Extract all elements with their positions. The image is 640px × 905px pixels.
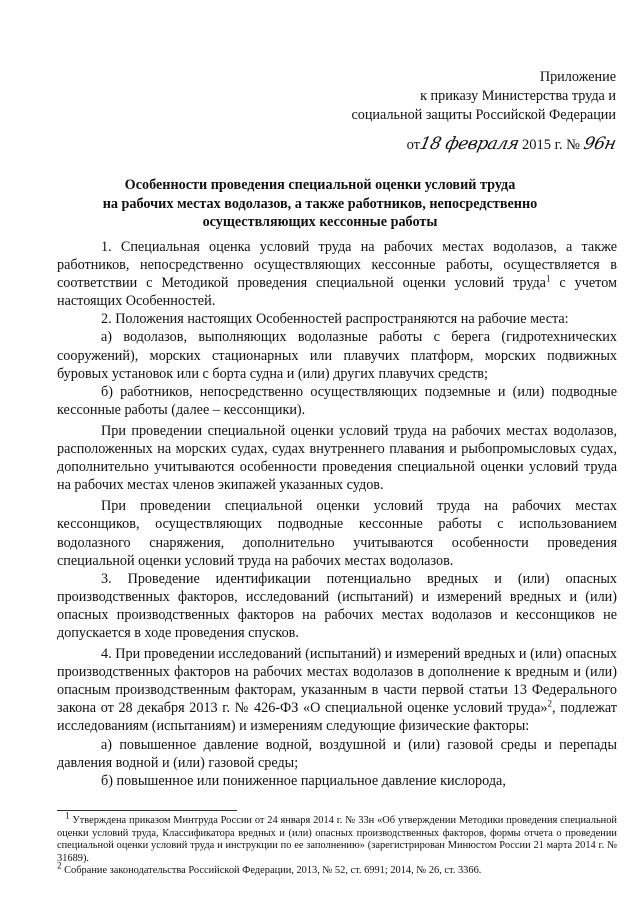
appendix-order-ref: к приказу Министерства труда и (420, 88, 616, 104)
title-line-2: на рабочих местах водолазов, а также работников, непосредственно (102, 195, 538, 212)
paragraph-3: 3. Проведение идентификации потенциально вредных и (или) опасных производственных факторов, исследований (испытаний) и измерений вредных и (или) опасных производственных факторов на рабочих местах водолазов и кессонщиков не допускается в ходе проведения спусков. (57, 570, 617, 641)
paragraph-2: 2. Положения настоящих Особенностей распространяются на рабочие места: (101, 311, 569, 328)
document-title (70, 176, 570, 232)
footnote-1-text: Утверждена приказом Минтруда России от 24 января 2014 г. № 33н «Об утверждении Методики проведения специальной оценки условий труда, Классификатора вредных и (или) опасных производственных факторов, формы отчета о проведении специальной оценки условий труда и инструкции по ее заполнению» (зарегистрирован Минюстом России 21 марта 2014 г. № 31689). (57, 815, 617, 864)
paragraph-2c: При проведении специальной оценки условий труда на рабочих местах водолазов, расположенных на морских судах, судах внутреннего плавания и рыбопромысловых судах, дополнительно учитываются особенности проведения специальной оценки условий труда на рабочих местах членов экипажей указанных судов. (57, 422, 617, 494)
document-body (57, 238, 617, 790)
footnote-2 (57, 860, 617, 878)
footnote-1-marker: 1 (65, 810, 70, 821)
date-prefix: от (406, 137, 420, 153)
paragraph-1 (57, 238, 617, 310)
paragraph-1-text: 1. Специальная оценка условий труда на рабочих местах водолазов, а также работников, непосредственно осуществляющих кессонные работы, осуществляется в соответствии с Методикой проведения специальной оценки условий труда (57, 239, 617, 292)
order-date-line (330, 134, 618, 154)
paragraph-4a: а) повышенное давление водной, воздушной и (или) газовой среды и перепады давления водной и (или) газовой среды; (57, 736, 617, 771)
paragraph-4b: б) повышенное или пониженное парциальное давление кислорода, (101, 772, 506, 789)
footnote-1 (57, 810, 617, 865)
footnotes (57, 810, 617, 878)
footnote-ref-2: 2 (547, 698, 552, 709)
footnote-ref-1: 1 (545, 273, 551, 284)
appendix-header (330, 68, 616, 125)
paragraph-2b: б) работников, непосредственно осуществляющих подземные и (или) подводные кессонные работы (далее – кессонщики). (57, 383, 617, 418)
handwritten-order-number: 96н (581, 134, 618, 154)
footnote-2-text: Собрание законодательства Российской Федерации, 2013, № 52, ст. 6991; 2014, № 26, ст. 3366. (61, 865, 482, 877)
paragraph-2a: а) водолазов, выполняющих водолазные работы с берега (гидротехнических сооружений), морских стационарных или плавучих платформ, морских подвижных буровых установок или с борта судна и (или) других плавучих средств; (57, 329, 617, 382)
paragraph-1-tail: с учетом настоящих Особенностей. (57, 275, 617, 310)
handwritten-date: 18 февраля (417, 134, 521, 154)
appendix-label: Приложение (539, 69, 616, 85)
footnote-divider (57, 810, 237, 811)
title-line-1: Особенности проведения специальной оценки условий труда (124, 177, 516, 193)
paragraph-4-tail: , подлежат исследованиям (испытаниям) и измерениям следующие физические факторы: (57, 700, 618, 735)
footnote-2-marker: 2 (57, 860, 62, 871)
paragraph-4 (57, 645, 617, 735)
paragraph-2d: При проведении специальной оценки условий труда на рабочих местах кессонщиков, осуществляющих подводные кессонные работы с использованием водолазного снаряжения, дополнительно учитываются особенности проведения специальной оценки условий труда на рабочих местах водолазов. (57, 498, 617, 569)
appendix-ministry: социальной защиты Российской Федерации (351, 107, 616, 123)
paragraph-4-text: 4. При проведении исследований (испытаний) и измерений вредных и (или) опасных производственных факторов на рабочих местах водолазов в дополнение к вредным и (или) опасным производственным факторам, указанным в части первой статьи 13 Федерального закона от 28 декабря 2013 г. № 426-ФЗ «О специальной оценке условий труда» (57, 646, 617, 717)
title-line-3: осуществляющих кессонные работы (202, 214, 438, 230)
date-year: 2015 г. № (522, 137, 581, 153)
